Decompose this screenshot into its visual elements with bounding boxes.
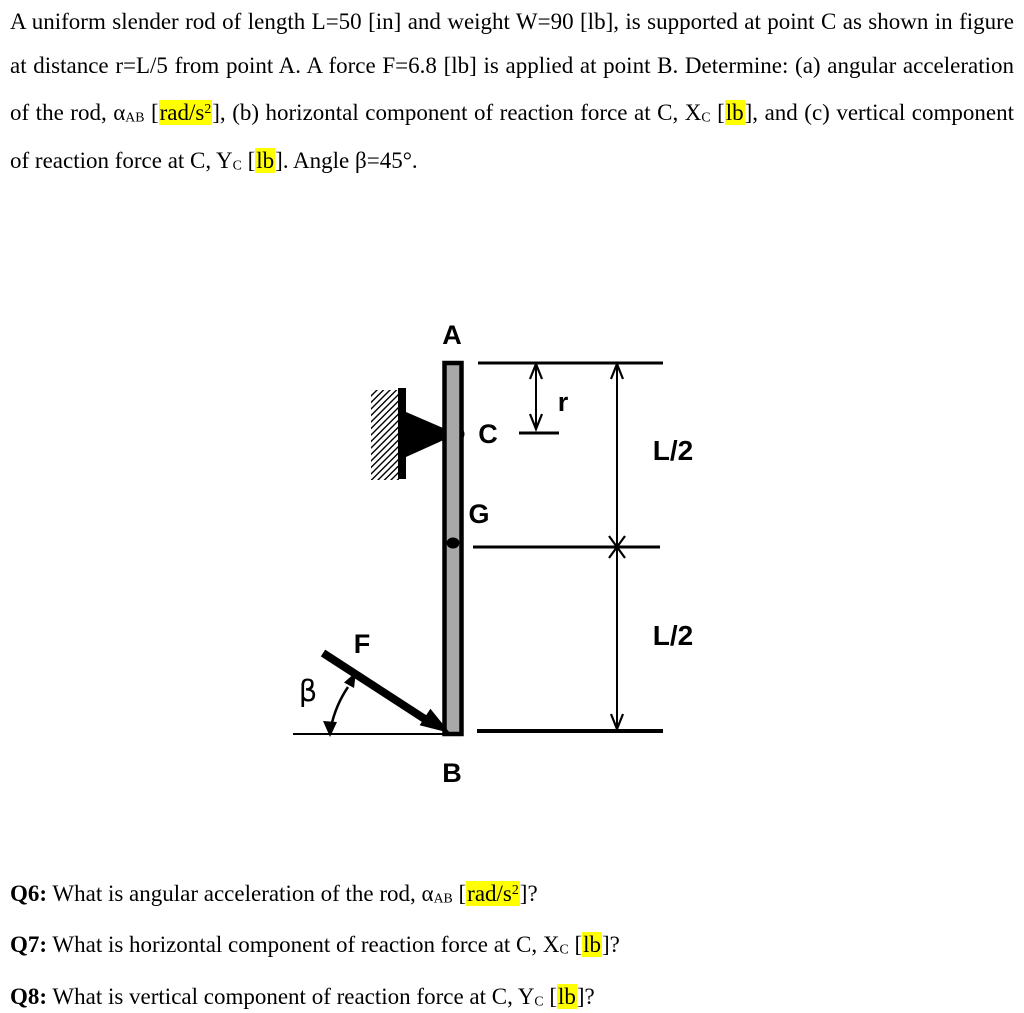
question-q7 [10,919,1010,970]
q8-bracket: [ [543,983,557,1009]
rad-s-exponent: 2 [204,101,212,116]
q8-label: Q8: [10,983,48,1009]
q6-bracket: [ [452,880,467,906]
question-q8 [10,971,1010,1013]
q6-label: Q6: [10,880,48,906]
q8-highlight-lb [557,984,577,1009]
bracket-open-1: [ [144,99,159,125]
label-f: F [353,629,371,659]
label-b: B [442,758,462,788]
q6-alpha-subscript: AB [433,890,453,906]
label-beta: β [298,674,318,708]
q8-c-subscript: C [534,993,544,1009]
q7-label: Q7: [10,932,48,958]
force-line [323,653,434,725]
wall-post [398,388,406,479]
unit-lb-1: lb [725,99,744,125]
bracket-open-2: [ [710,99,725,125]
label-r: r [557,387,569,417]
problem-text-4: ]. Angle β=45°. [275,147,418,173]
q6-tail: ]? [519,880,538,906]
wall-hatch [371,390,399,480]
bracket-open-3: [ [241,147,256,173]
q6-text: What is angular acceleration of the rod, α [47,880,434,906]
label-g: G [468,499,490,529]
unit-lb-2: lb [256,147,275,173]
problem-text-3: ], and (c) vertical component of reaction force at C, Y [10,99,1015,173]
beta-arc [331,687,348,727]
q7-unit: lb [583,932,602,958]
q6-exponent: 2 [511,882,519,897]
q7-c-subscript: C [559,941,569,957]
center-of-mass-dot-g [447,538,460,549]
q6-highlight-rad-s2 [466,881,520,906]
q8-tail: ]? [576,983,595,1009]
questions-block [10,868,1010,1013]
q7-tail: ]? [602,932,620,958]
label-l2-bottom: L/2 [652,620,694,651]
q8-text: What is vertical component of reaction force at C, Y [47,983,535,1009]
q7-highlight-lb [582,932,602,957]
question-q6 [10,868,1010,919]
problem-text-1: A uniform slender rod of length L=50 [in] and weight W=90 [lb], is supported at point C as shown in figure at distance r=L/5 from point A. A force F=6.8 [lb] is applied at point B. Determine: (a) angular acceleration of the rod, α [10,9,1014,125]
alpha-ab-subscript: AB [125,109,145,125]
q8-unit: lb [557,983,576,1009]
xc-subscript: C [701,109,711,125]
q7-bracket: [ [568,932,583,958]
label-l2-top: L/2 [652,435,694,466]
label-a: A [442,320,462,350]
q6-unit: rad/s [467,880,512,906]
label-c: C [478,419,498,449]
problem-text-2: ], (b) horizontal component of reaction force at C, X [212,99,702,125]
yc-subscript: C [232,157,242,173]
unit-rad-s: rad/s [159,99,205,125]
q7-text: What is horizontal component of reaction force at C, X [47,932,560,958]
